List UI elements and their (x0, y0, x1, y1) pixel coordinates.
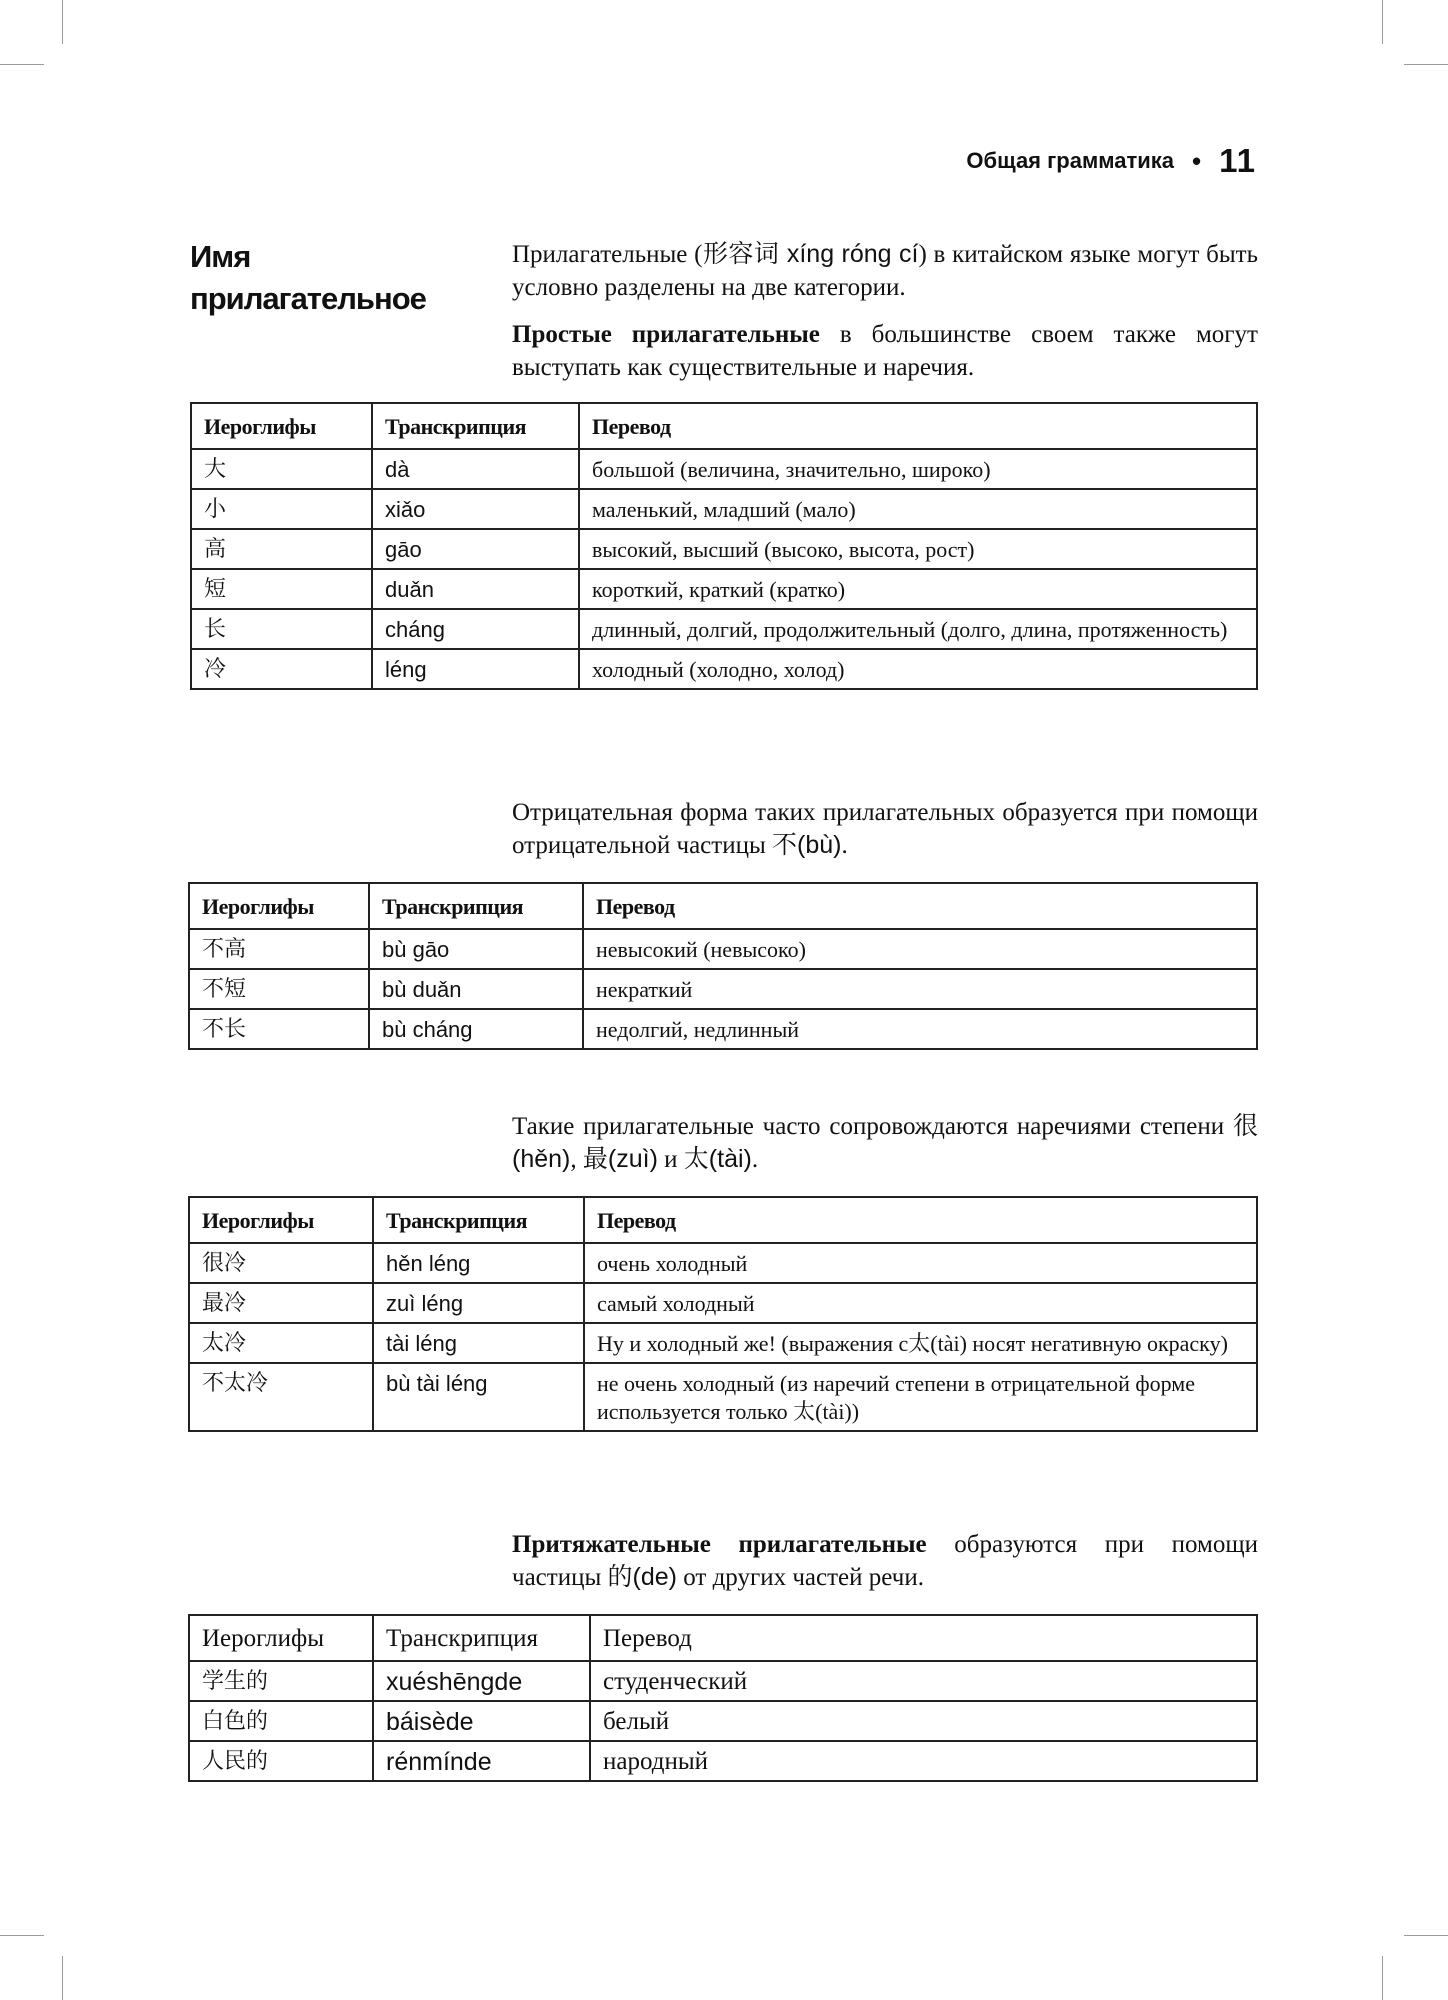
column-header: Иероглифы (189, 883, 369, 929)
pinyin-cell: gāo (372, 529, 579, 569)
pinyin-cell: rénmínde (373, 1741, 590, 1781)
pinyin-cell: bù tài léng (373, 1363, 584, 1431)
column-header: Транскрипция (372, 403, 579, 449)
text: , (570, 1146, 583, 1173)
hanzi-term: 的 (607, 1563, 633, 1591)
hanzi-cell: 长 (191, 609, 372, 649)
running-head (966, 142, 1256, 180)
translation-cell: белый (590, 1701, 1257, 1741)
pinyin-cell: dà (372, 449, 579, 489)
hanzi-cell: 太冷 (189, 1323, 373, 1363)
text: Отрицательная форма таких прилагательных образуется при помощи отрицательной частицы (512, 799, 1258, 859)
pinyin-term: (tài) (708, 1145, 752, 1173)
pinyin-cell: duǎn (372, 569, 579, 609)
translation-cell: Ну и холодный же! (выражения с太(tài) носят негативную окраску) (584, 1323, 1257, 1363)
pinyin-term: (hěn) (512, 1145, 571, 1173)
pinyin-cell: bù cháng (369, 1009, 583, 1049)
text: Такие прилагательные часто сопровождаются наречиями степени (512, 1113, 1233, 1140)
table-simple-adjectives (190, 402, 1258, 690)
pinyin-cell: léng (372, 649, 579, 689)
heading-line-1: Имя (190, 239, 251, 274)
translation-cell: самый холодный (584, 1283, 1257, 1323)
crop-mark (0, 64, 44, 65)
table-possessive-adjectives (188, 1614, 1258, 1782)
pinyin-cell: zuì léng (373, 1283, 584, 1323)
pinyin-cell: bù duǎn (369, 969, 583, 1009)
pinyin-cell: bù gāo (369, 929, 583, 969)
hanzi-term: 形容词 (702, 240, 780, 268)
text: от других частей речи. (676, 1564, 924, 1591)
table-row (189, 1661, 1257, 1701)
column-header: Перевод (579, 403, 1257, 449)
column-header: Перевод (590, 1615, 1257, 1661)
table-row (189, 1283, 1257, 1323)
table-row (191, 489, 1257, 529)
translation-cell: некраткий (583, 969, 1257, 1009)
hanzi-cell: 白色的 (189, 1701, 373, 1741)
hanzi-cell: 大 (191, 449, 372, 489)
translation-cell: студенческий (590, 1661, 1257, 1701)
text: . (841, 832, 848, 859)
page-number: 11 (1219, 142, 1256, 179)
translation-cell: высокий, высший (высоко, высота, рост) (579, 529, 1257, 569)
table-row (191, 609, 1257, 649)
text: в большинстве своем также могут выступать как существительные и наречия. (512, 321, 1258, 381)
table-row (191, 649, 1257, 689)
pinyin-cell: tài léng (373, 1323, 584, 1363)
table-header-row (189, 1197, 1257, 1243)
translation-cell: народный (590, 1741, 1257, 1781)
table-row (191, 569, 1257, 609)
hanzi-term: 太 (683, 1145, 709, 1173)
column-header: Транскрипция (369, 883, 583, 929)
pinyin-term: xíng róng cí (779, 240, 919, 268)
table-row (189, 1323, 1257, 1363)
table-row (189, 1741, 1257, 1781)
intro-paragraph-2 (512, 318, 1258, 384)
column-header: Транскрипция (373, 1615, 590, 1661)
table-row (189, 1363, 1257, 1431)
hanzi-cell: 高 (191, 529, 372, 569)
pinyin-cell: cháng (372, 609, 579, 649)
possessive-paragraph (512, 1528, 1258, 1594)
section-heading (190, 236, 430, 320)
pinyin-cell: báisède (373, 1701, 590, 1741)
table-row (191, 449, 1257, 489)
column-header: Транскрипция (373, 1197, 584, 1243)
hanzi-cell: 不短 (189, 969, 369, 1009)
crop-mark (1404, 64, 1448, 65)
column-header: Иероглифы (189, 1615, 373, 1661)
bold-term: Притяжательные прилагательные (512, 1531, 927, 1558)
hanzi-cell: 小 (191, 489, 372, 529)
hanzi-term: 最 (582, 1145, 608, 1173)
negative-form-paragraph (512, 796, 1258, 862)
column-header: Перевод (584, 1197, 1257, 1243)
column-header: Иероглифы (191, 403, 372, 449)
translation-cell: недолгий, недлинный (583, 1009, 1257, 1049)
pinyin-cell: xuéshēngde (373, 1661, 590, 1701)
text: и (657, 1146, 684, 1173)
text: Прилагательные ( (512, 241, 703, 268)
crop-mark (0, 1935, 44, 1936)
pinyin-term: (bù) (797, 831, 842, 859)
intro-paragraph-1 (512, 238, 1258, 304)
bold-term: Простые прилагательные (512, 321, 820, 348)
pinyin-term: (zuì) (607, 1145, 658, 1173)
translation-cell: длинный, долгий, продолжительный (долго, длина, протяженность) (579, 609, 1257, 649)
crop-mark (1382, 1956, 1383, 2000)
bullet-separator: • (1192, 146, 1202, 176)
hanzi-cell: 很冷 (189, 1243, 373, 1283)
table-row (189, 1243, 1257, 1283)
hanzi-cell: 人民的 (189, 1741, 373, 1781)
crop-mark (1382, 0, 1383, 44)
pinyin-term: (de) (632, 1563, 677, 1591)
degree-adverbs-paragraph (512, 1110, 1258, 1176)
table-row (189, 1009, 1257, 1049)
translation-cell: невысокий (невысоко) (583, 929, 1257, 969)
hanzi-cell: 不太冷 (189, 1363, 373, 1431)
table-header-row (189, 883, 1257, 929)
crop-mark (1404, 1935, 1448, 1936)
hanzi-cell: 学生的 (189, 1661, 373, 1701)
hanzi-cell: 最冷 (189, 1283, 373, 1323)
translation-cell: холодный (холодно, холод) (579, 649, 1257, 689)
translation-cell: маленький, младший (мало) (579, 489, 1257, 529)
hanzi-term: 不 (772, 831, 798, 859)
translation-cell: не очень холодный (из наречий степени в отрицательной форме используется только 太(tài)) (584, 1363, 1257, 1431)
translation-cell: большой (величина, значительно, широко) (579, 449, 1257, 489)
hanzi-cell: 不高 (189, 929, 369, 969)
translation-cell: короткий, краткий (кратко) (579, 569, 1257, 609)
hanzi-term: 很 (1232, 1112, 1258, 1140)
table-header-row (191, 403, 1257, 449)
hanzi-cell: 短 (191, 569, 372, 609)
pinyin-cell: xiǎo (372, 489, 579, 529)
table-degree-adverbs (188, 1196, 1258, 1432)
crop-mark (62, 0, 63, 44)
column-header: Перевод (583, 883, 1257, 929)
hanzi-cell: 冷 (191, 649, 372, 689)
pinyin-cell: hěn léng (373, 1243, 584, 1283)
table-row (189, 1701, 1257, 1741)
table-header-row (189, 1615, 1257, 1661)
crop-mark (62, 1956, 63, 2000)
table-row (189, 929, 1257, 969)
text: . (751, 1146, 759, 1173)
text: ) в китайском языке могут быть условно разделены на две категории. (512, 241, 1258, 301)
table-row (189, 969, 1257, 1009)
table-negative-forms (188, 882, 1258, 1050)
column-header: Иероглифы (189, 1197, 373, 1243)
translation-cell: очень холодный (584, 1243, 1257, 1283)
table-row (191, 529, 1257, 569)
section-title: Общая грамматика (966, 148, 1174, 173)
heading-line-2: прилагательное (190, 281, 426, 316)
text: образуются при помощи частицы (512, 1531, 1258, 1591)
hanzi-cell: 不长 (189, 1009, 369, 1049)
